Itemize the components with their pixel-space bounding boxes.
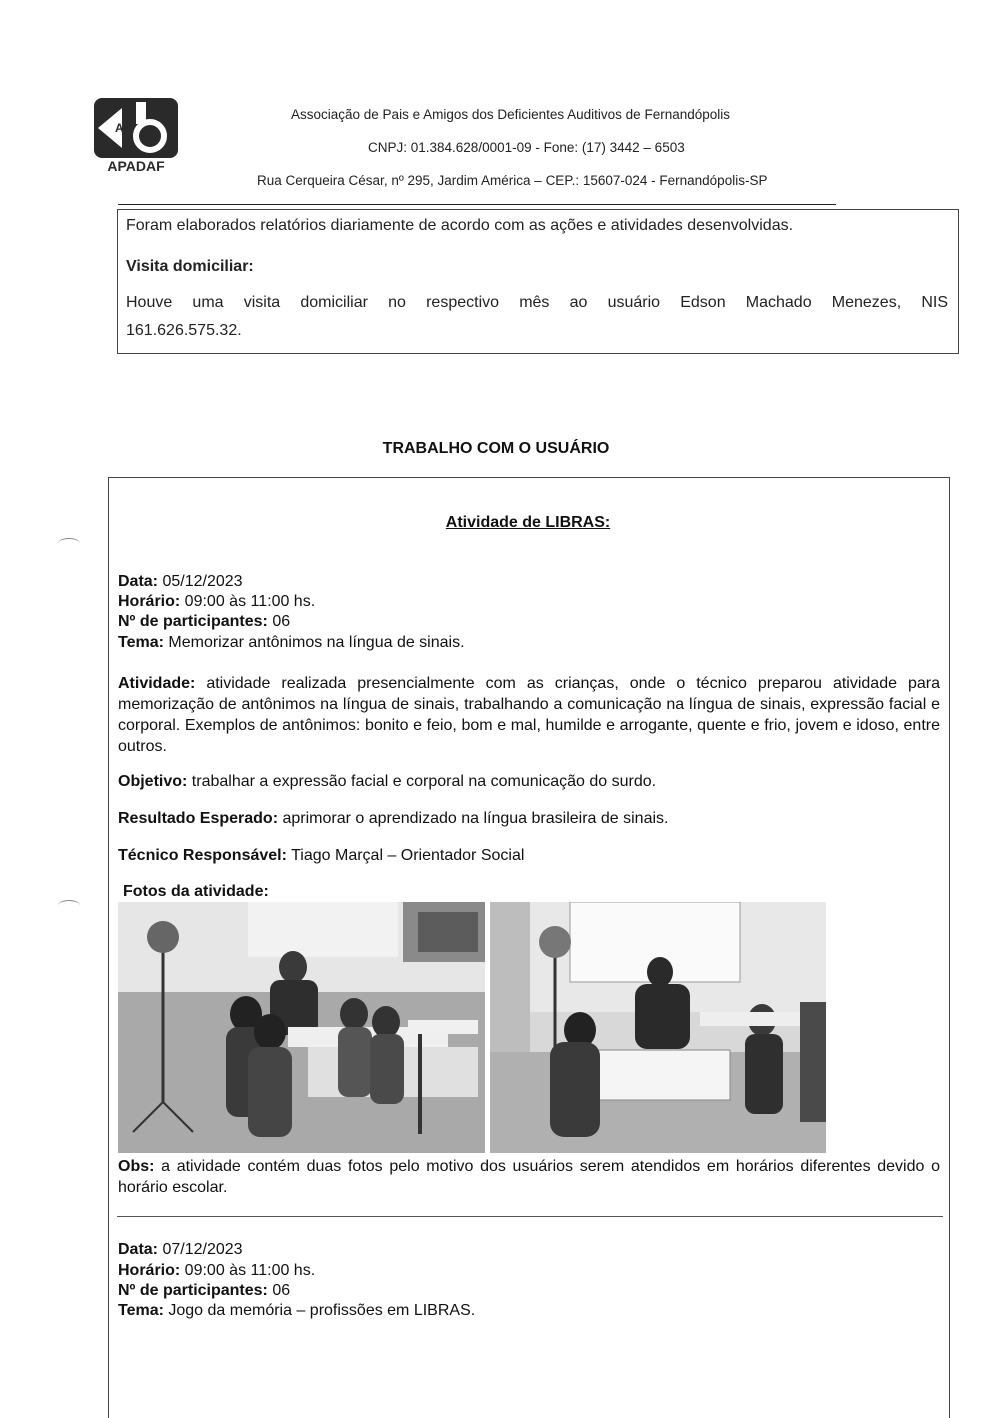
margin-mark	[58, 900, 80, 911]
photos-label: Fotos da atividade:	[123, 883, 269, 900]
theme-field: Tema: Memorizar antônimos na língua de sinais.	[118, 634, 465, 651]
svg-text:APADAF: APADAF	[107, 158, 165, 174]
activity-photo-left	[118, 902, 485, 1153]
date-field: Data: 05/12/2023	[118, 573, 243, 590]
header-rule	[118, 204, 836, 205]
participants-field: Nº de participantes: 06	[118, 1282, 291, 1299]
activity-description: Atividade: atividade realizada presencialmente com as crianças, onde o técnico preparou atividade para memorização de antônimos na língua de sinais, trabalhando a comunicação na língua de sinais, expressão facial e corporal. Exemplos de antônimos: bonito e feio, bom e mal, humilde e arrogante, quente e frio, jovem e idoso, entre outros.	[118, 675, 940, 755]
org-name: Associação de Pais e Amigos dos Deficientes Auditivos de Fernandópolis	[291, 107, 731, 122]
technician-field: Técnico Responsável: Tiago Marçal – Orientador Social	[118, 847, 525, 864]
obs-note: Obs: a atividade contém duas fotos pelo motivo dos usuários serem atendidos em horários diferentes devido o horário escolar.	[118, 1158, 940, 1196]
visit-heading: Visita domiciliar:	[126, 258, 254, 275]
section-title: TRABALHO COM O USUÁRIO	[382, 440, 610, 457]
org-contact: CNPJ: 01.384.628/0001-09 - Fone: (17) 3442 – 6503	[368, 140, 685, 155]
apadaf-logo	[92, 98, 180, 174]
org-address: Rua Cerqueira César, nº 295, Jardim América – CEP.: 15607-024 - Fernandópolis-SP	[257, 173, 768, 188]
activity-title: Atividade de LIBRAS:	[445, 514, 611, 531]
expected-result-field: Resultado Esperado: aprimorar o aprendizado na língua brasileira de sinais.	[118, 810, 669, 827]
svg-text:A: A	[115, 121, 124, 135]
visit-text-line1: Houve uma visita domiciliar no respectivo mês ao usuário Edson Machado Menezes, NIS	[126, 294, 948, 311]
time-field: Horário: 09:00 às 11:00 hs.	[118, 1262, 316, 1279]
margin-mark	[58, 538, 80, 549]
activity-divider	[117, 1216, 943, 1217]
theme-field: Tema: Jogo da memória – profissões em LIBRAS.	[118, 1302, 476, 1319]
objective-field: Objetivo: trabalhar a expressão facial e corporal na comunicação do surdo.	[118, 773, 657, 790]
reports-text: Foram elaborados relatórios diariamente de acordo com as ações e atividades desenvolvidas.	[126, 217, 794, 234]
date-field: Data: 07/12/2023	[118, 1241, 243, 1258]
visit-text-line2: 161.626.575.32.	[126, 322, 242, 339]
time-field: Horário: 09:00 às 11:00 hs.	[118, 593, 316, 610]
participants-field: Nº de participantes: 06	[118, 613, 291, 630]
activity-photo-right	[490, 902, 826, 1153]
